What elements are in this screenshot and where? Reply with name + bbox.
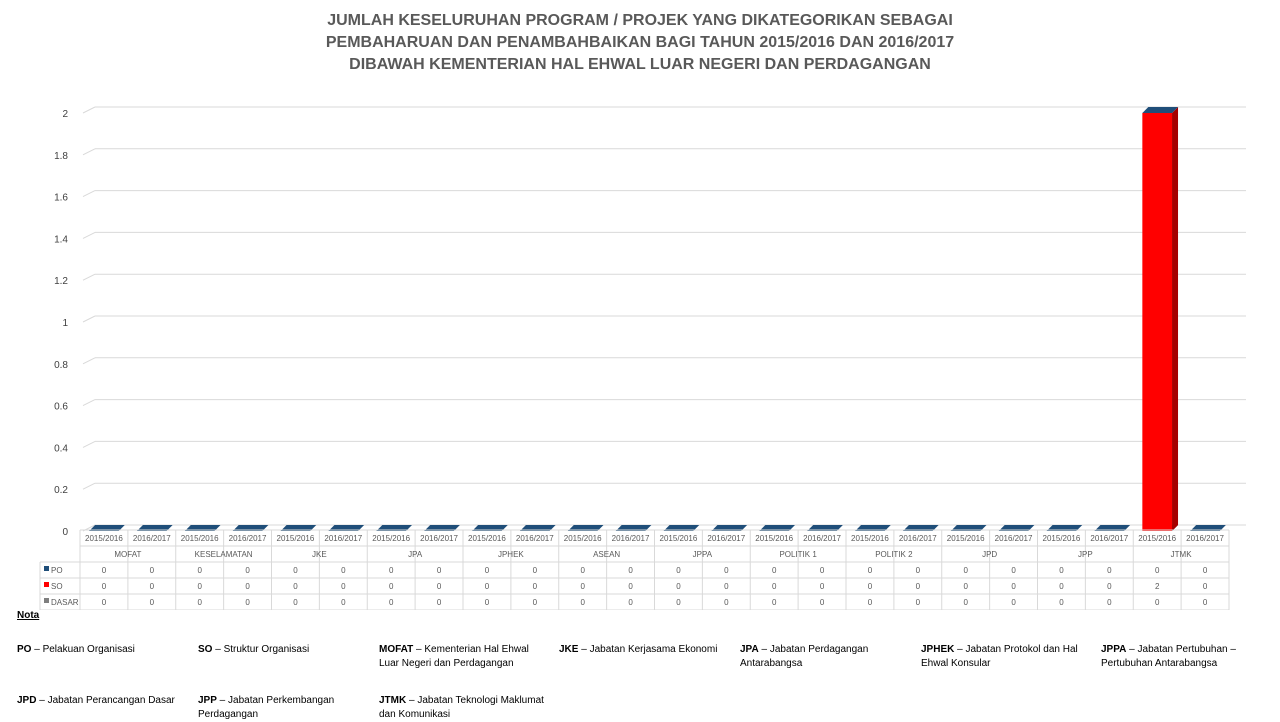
x-tick-year-label: 2016/2017 xyxy=(611,534,650,543)
data-label: 0 xyxy=(388,598,394,607)
data-label: 0 xyxy=(149,598,155,607)
y-gridline-side xyxy=(83,441,95,447)
note-jke: JKE – Jabatan Kerjasama Ekonomi xyxy=(559,644,718,655)
data-label: 0 xyxy=(676,598,681,607)
x-tick-year-label: 2016/2017 xyxy=(420,534,458,543)
data-label: 0 xyxy=(580,566,585,575)
x-tick-year-label: 2015/2016 xyxy=(180,534,219,543)
data-label: 0 xyxy=(915,582,921,591)
chart-title-line-2: PEMBAHARUAN DAN PENAMBAHBAIKAN BAGI TAHUN 2015/2016 DAN 2016/2017 xyxy=(325,34,955,51)
data-label: 0 xyxy=(580,582,585,591)
y-gridline-side xyxy=(83,316,95,322)
data-label: 0 xyxy=(1202,598,1208,607)
note-mofat-abbr: MOFAT xyxy=(379,644,414,655)
note-jtmk-abbr: JTMK xyxy=(379,695,407,706)
data-label: 0 xyxy=(245,566,250,575)
note-jpp-abbr: JPP xyxy=(198,695,217,706)
data-label: 0 xyxy=(963,598,968,607)
y-gridline-side xyxy=(83,191,95,197)
x-tick-year-label: 2015/2016 xyxy=(563,534,602,543)
x-tick-year-label: 2016/2017 xyxy=(898,534,937,543)
note-jpp: JPP – Jabatan Perkembangan Perdagangan xyxy=(198,695,335,720)
y-gridline-side xyxy=(83,400,95,406)
data-label: 0 xyxy=(341,582,346,591)
y-tick-label: 1.6 xyxy=(54,192,68,204)
y-tick-label: 0 xyxy=(62,527,68,538)
x-group-label: JPP xyxy=(1078,550,1093,559)
data-label: 0 xyxy=(245,582,250,591)
data-label: 0 xyxy=(436,582,442,591)
x-group-label: JPA xyxy=(408,550,423,559)
x-group-label: MOFAT xyxy=(114,550,142,559)
legend-key-so xyxy=(44,582,49,587)
data-label: 0 xyxy=(532,582,538,591)
y-gridline-side xyxy=(83,483,95,489)
note-so: SO – Struktur Organisasi xyxy=(198,644,310,655)
data-label: 0 xyxy=(197,582,202,591)
note-jpa-abbr: JPA xyxy=(740,644,759,655)
data-label: 0 xyxy=(1107,566,1112,575)
bar-side-so xyxy=(1172,107,1178,531)
data-label: 0 xyxy=(341,598,346,607)
data-label: 0 xyxy=(149,566,155,575)
x-tick-year-label: 2016/2017 xyxy=(515,534,554,543)
x-tick-year-label: 2015/2016 xyxy=(276,534,315,543)
data-label: 0 xyxy=(915,566,921,575)
data-label: 0 xyxy=(1011,566,1016,575)
y-tick-label: 2 xyxy=(62,109,68,120)
data-label: 0 xyxy=(293,598,298,607)
x-tick-year-label: 2016/2017 xyxy=(132,534,171,543)
data-label: 0 xyxy=(963,566,968,575)
note-jtmk: JTMK – Jabatan Teknologi Maklumat dan Komunikasi xyxy=(379,695,544,720)
data-label: 2 xyxy=(1154,582,1160,591)
x-group-label: JKE xyxy=(312,550,327,559)
note-jphek-text: Jabatan Protokol dan Hal Ehwal Konsular xyxy=(921,644,1078,669)
data-label: 0 xyxy=(771,566,777,575)
note-jke-abbr: JKE xyxy=(559,644,579,655)
nota-heading: Nota xyxy=(17,610,40,621)
data-label: 0 xyxy=(1154,566,1160,575)
data-label: 0 xyxy=(676,566,681,575)
data-label: 0 xyxy=(580,598,585,607)
data-label: 0 xyxy=(341,566,346,575)
data-label: 0 xyxy=(1059,566,1064,575)
x-group-label: JPPA xyxy=(692,550,713,559)
data-label: 0 xyxy=(915,598,921,607)
y-tick-label: 1.2 xyxy=(54,276,68,288)
y-tick-label: 0.6 xyxy=(54,401,68,413)
legend-key-dasar xyxy=(44,598,49,603)
note-po: PO – Pelakuan Organisasi xyxy=(17,644,135,655)
data-label: 0 xyxy=(963,582,968,591)
y-tick-label: 0.2 xyxy=(54,485,68,497)
data-label: 0 xyxy=(867,598,873,607)
data-label: 0 xyxy=(771,582,777,591)
note-jphek: JPHEK – Jabatan Protokol dan Hal Ehwal Konsular xyxy=(921,644,1078,669)
y-gridline-side xyxy=(83,149,95,155)
data-label: 0 xyxy=(436,566,442,575)
data-label: 0 xyxy=(628,566,633,575)
data-label: 0 xyxy=(628,582,633,591)
y-tick-label: 1.8 xyxy=(54,150,68,162)
data-label: 0 xyxy=(1059,582,1064,591)
note-jpd-text: Jabatan Perancangan Dasar xyxy=(47,695,175,706)
x-tick-year-label: 2015/2016 xyxy=(659,534,698,543)
x-group-label: ASEAN xyxy=(593,550,621,559)
data-label: 0 xyxy=(388,582,394,591)
bar-top-so xyxy=(1142,107,1178,113)
data-label: 0 xyxy=(101,598,107,607)
data-label: 0 xyxy=(867,566,873,575)
y-tick-label: 0.8 xyxy=(54,359,68,371)
x-group-label: JPD xyxy=(982,550,998,559)
note-jpa-text: Jabatan Perdagangan Antarabangsa xyxy=(740,644,869,669)
legend-key-po xyxy=(44,566,49,571)
note-jppa-abbr: JPPA xyxy=(1101,644,1127,655)
bar-so xyxy=(1142,113,1172,531)
y-gridline-side xyxy=(83,358,95,364)
y-gridline-side xyxy=(83,232,95,238)
data-label: 0 xyxy=(1202,582,1208,591)
note-so-abbr: SO xyxy=(198,644,213,655)
note-jphek-abbr: JPHEK xyxy=(921,644,955,655)
data-label: 0 xyxy=(484,566,490,575)
data-label: 0 xyxy=(724,566,729,575)
x-tick-year-label: 2015/2016 xyxy=(1138,534,1177,543)
x-group-label: JTMK xyxy=(1170,550,1192,559)
data-label: 0 xyxy=(1107,582,1112,591)
data-label: 0 xyxy=(293,566,298,575)
data-label: 0 xyxy=(819,598,825,607)
data-label: 0 xyxy=(532,566,538,575)
data-label: 0 xyxy=(1011,598,1016,607)
data-label: 0 xyxy=(532,598,538,607)
note-mofat: MOFAT – Kementerian Hal Ehwal Luar Negeri dan Perdagangan xyxy=(379,644,529,669)
legend-label-dasar: DASAR xyxy=(51,598,79,607)
legend-label-so: SO xyxy=(51,582,63,591)
note-jke-text: Jabatan Kerjasama Ekonomi xyxy=(589,644,718,655)
x-tick-year-label: 2015/2016 xyxy=(755,534,794,543)
y-tick-label: 0.4 xyxy=(54,443,68,455)
note-jppa-text: Jabatan Pertubuhan – Pertubuhan Antarabangsa xyxy=(1101,644,1236,669)
data-label: 0 xyxy=(867,582,873,591)
y-gridline-side xyxy=(83,274,95,280)
data-label: 0 xyxy=(101,582,107,591)
data-label: 0 xyxy=(1107,598,1112,607)
note-jpd-abbr: JPD xyxy=(17,695,37,706)
data-label: 0 xyxy=(771,598,777,607)
x-tick-year-label: 2016/2017 xyxy=(707,534,746,543)
x-tick-year-label: 2015/2016 xyxy=(1042,534,1081,543)
x-group-label: POLITIK 1 xyxy=(779,550,817,559)
x-tick-year-label: 2016/2017 xyxy=(994,534,1033,543)
y-tick-label: 1.4 xyxy=(54,234,68,246)
x-group-label: KESELAMATAN xyxy=(194,550,253,559)
note-po-text: Pelakuan Organisasi xyxy=(42,644,135,655)
data-label: 0 xyxy=(724,598,729,607)
data-label: 0 xyxy=(484,582,490,591)
y-gridline-side xyxy=(83,107,95,113)
x-tick-year-label: 2015/2016 xyxy=(468,534,506,543)
data-label: 0 xyxy=(819,566,825,575)
data-label: 0 xyxy=(724,582,729,591)
x-tick-year-label: 2016/2017 xyxy=(1090,534,1129,543)
x-group-label: POLITIK 2 xyxy=(875,550,913,559)
x-tick-year-label: 2016/2017 xyxy=(228,534,267,543)
x-tick-year-label: 2016/2017 xyxy=(324,534,363,543)
x-tick-year-label: 2015/2016 xyxy=(372,534,411,543)
x-tick-year-label: 2015/2016 xyxy=(85,534,123,543)
data-label: 0 xyxy=(101,566,107,575)
data-label: 0 xyxy=(819,582,825,591)
note-jtmk-text: Jabatan Teknologi Maklumat dan Komunikasi xyxy=(379,695,544,720)
y-tick-label: 1 xyxy=(62,318,68,329)
data-label: 0 xyxy=(1154,598,1160,607)
note-mofat-text: Kementerian Hal Ehwal Luar Negeri dan Perdagangan xyxy=(379,644,529,669)
legend-label-po: PO xyxy=(51,566,63,575)
data-label: 0 xyxy=(245,598,250,607)
data-label: 0 xyxy=(388,566,394,575)
note-po-abbr: PO xyxy=(17,644,32,655)
data-label: 0 xyxy=(628,598,633,607)
x-group-label: JPHEK xyxy=(497,550,524,559)
data-label: 0 xyxy=(1202,566,1208,575)
data-label: 0 xyxy=(197,598,202,607)
data-label: 0 xyxy=(149,582,155,591)
data-label: 0 xyxy=(676,582,681,591)
note-jpp-text: Jabatan Perkembangan Perdagangan xyxy=(198,695,335,720)
data-label: 0 xyxy=(1011,582,1016,591)
x-tick-year-label: 2016/2017 xyxy=(1186,534,1224,543)
chart-title-line-1: JUMLAH KESELURUHAN PROGRAM / PROJEK YANG DIKATEGORIKAN SEBAGAI xyxy=(327,12,953,29)
data-label: 0 xyxy=(484,598,490,607)
data-label: 0 xyxy=(197,566,202,575)
data-label: 0 xyxy=(1059,598,1064,607)
note-jppa: JPPA – Jabatan Pertubuhan – Pertubuhan Antarabangsa xyxy=(1101,644,1236,669)
note-jpd: JPD – Jabatan Perancangan Dasar xyxy=(17,695,175,706)
x-tick-year-label: 2016/2017 xyxy=(803,534,841,543)
x-tick-year-label: 2015/2016 xyxy=(946,534,985,543)
note-jpa: JPA – Jabatan Perdagangan Antarabangsa xyxy=(740,644,869,669)
chart-title-line-3: DIBAWAH KEMENTERIAN HAL EHWAL LUAR NEGERI DAN PERDAGANGAN xyxy=(349,56,931,73)
note-so-text: Struktur Organisasi xyxy=(223,644,310,655)
data-label: 0 xyxy=(436,598,442,607)
x-tick-year-label: 2015/2016 xyxy=(851,534,889,543)
data-label: 0 xyxy=(293,582,298,591)
